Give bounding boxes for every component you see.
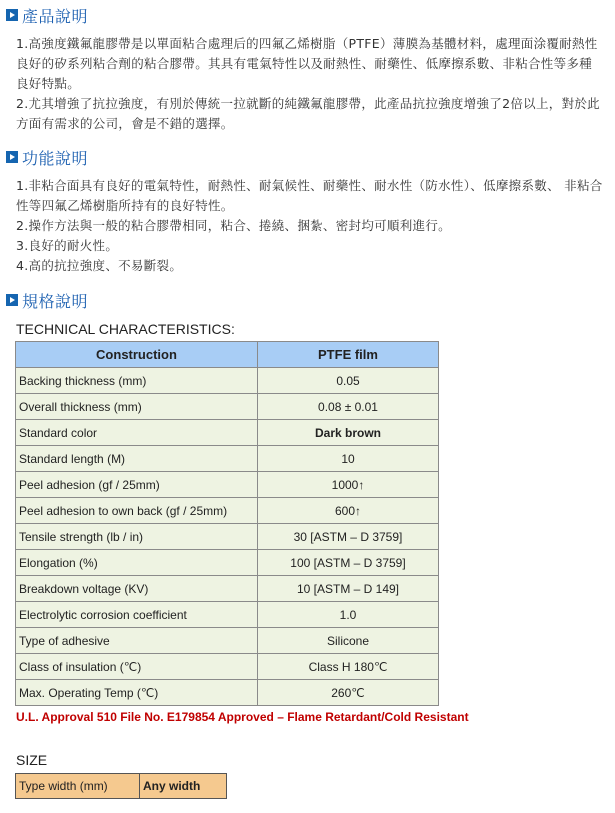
function-line-4: 4.高的抗拉強度、不易斷裂。 — [16, 258, 183, 273]
row-label: Peel adhesion to own back (gf / 25mm) — [16, 498, 258, 524]
table-row — [16, 394, 439, 420]
size-value: Any width — [140, 774, 227, 799]
row-value: 260℃ — [258, 680, 439, 706]
row-value: 10 [ASTM – D 149] — [258, 576, 439, 602]
table-row — [16, 446, 439, 472]
row-value: 600↑ — [258, 498, 439, 524]
section-header-spec — [6, 289, 88, 311]
table-row — [16, 472, 439, 498]
section-header-function — [6, 146, 88, 168]
size-key: Type width (mm) — [16, 774, 140, 799]
row-label: Breakdown voltage (KV) — [16, 576, 258, 602]
arrow-square-icon — [6, 151, 18, 163]
table-row — [16, 680, 439, 706]
row-label: Backing thickness (mm) — [16, 368, 258, 394]
row-value: 30 [ASTM – D 3759] — [258, 524, 439, 550]
description-paragraph — [16, 34, 604, 134]
row-value: 10 — [258, 446, 439, 472]
arrow-square-icon — [6, 294, 18, 306]
row-label: Standard length (M) — [16, 446, 258, 472]
table-row — [16, 576, 439, 602]
section-header-description — [6, 4, 88, 26]
row-value: 100 [ASTM – D 3759] — [258, 550, 439, 576]
description-line-1: 1.高強度鐵氟龍膠帶是以單面粘合處理后的四氟乙烯樹脂（PTFE）薄膜為基體材料，處理面涂覆耐熱性良好的矽系列粘合劑的粘合膠帶。其具有電氣特性以及耐熱性、耐藥性、低摩擦系數、非粘合性等多種良好特點。 — [16, 36, 598, 91]
row-value: 1000↑ — [258, 472, 439, 498]
table-header-construction: Construction — [16, 342, 258, 368]
technical-title: TECHNICAL CHARACTERISTICS: — [16, 321, 235, 337]
function-line-3: 3.良好的耐火性。 — [16, 238, 119, 253]
table-row — [16, 550, 439, 576]
size-table — [15, 773, 227, 799]
row-label: Overall thickness (mm) — [16, 394, 258, 420]
section-title: 功能說明 — [22, 148, 89, 168]
table-header-row — [16, 342, 439, 368]
row-label: Tensile strength (lb / in) — [16, 524, 258, 550]
row-label: Elongation (%) — [16, 550, 258, 576]
ul-approval-note: U.L. Approval 510 File No. E179854 Approved – Flame Retardant/Cold Resistant — [16, 710, 469, 724]
arrow-square-icon — [6, 9, 18, 21]
row-label: Standard color — [16, 420, 258, 446]
row-label: Electrolytic corrosion coefficient — [16, 602, 258, 628]
description-line-2: 2.尤其增強了抗拉強度，有別於傳統一拉就斷的純鐵氟龍膠帶，此產品抗拉強度增強了2倍以上，對於此方面有需求的公司，會是不錯的選擇。 — [16, 96, 600, 131]
table-row — [16, 628, 439, 654]
row-value: 0.08 ± 0.01 — [258, 394, 439, 420]
row-value: 0.05 — [258, 368, 439, 394]
row-value: 1.0 — [258, 602, 439, 628]
row-label: Type of adhesive — [16, 628, 258, 654]
function-line-1: 1.非粘合面具有良好的電氣特性，耐熱性、耐氣候性、耐藥性、耐水性（防水性）、低摩擦系數、 非粘合性等四氟乙烯樹脂所持有的良好特性。 — [16, 178, 603, 213]
section-title: 產品說明 — [22, 6, 89, 26]
technical-table — [15, 341, 439, 706]
row-label: Class of insulation (℃) — [16, 654, 258, 680]
row-value: Silicone — [258, 628, 439, 654]
size-title: SIZE — [16, 752, 48, 768]
function-paragraph — [16, 176, 604, 276]
table-row — [16, 602, 439, 628]
table-row — [16, 420, 439, 446]
table-row — [16, 654, 439, 680]
row-value: Dark brown — [258, 420, 439, 446]
section-title: 規格說明 — [22, 291, 89, 311]
row-value: Class H 180℃ — [258, 654, 439, 680]
table-row — [16, 524, 439, 550]
table-header-material: PTFE film — [258, 342, 439, 368]
row-label: Peel adhesion (gf / 25mm) — [16, 472, 258, 498]
row-label: Max. Operating Temp (℃) — [16, 680, 258, 706]
table-row — [16, 774, 227, 799]
function-line-2: 2.操作方法與一般的粘合膠帶相同，粘合、捲繞、捆紮、密封均可順利進行。 — [16, 218, 451, 233]
table-row — [16, 498, 439, 524]
table-row — [16, 368, 439, 394]
